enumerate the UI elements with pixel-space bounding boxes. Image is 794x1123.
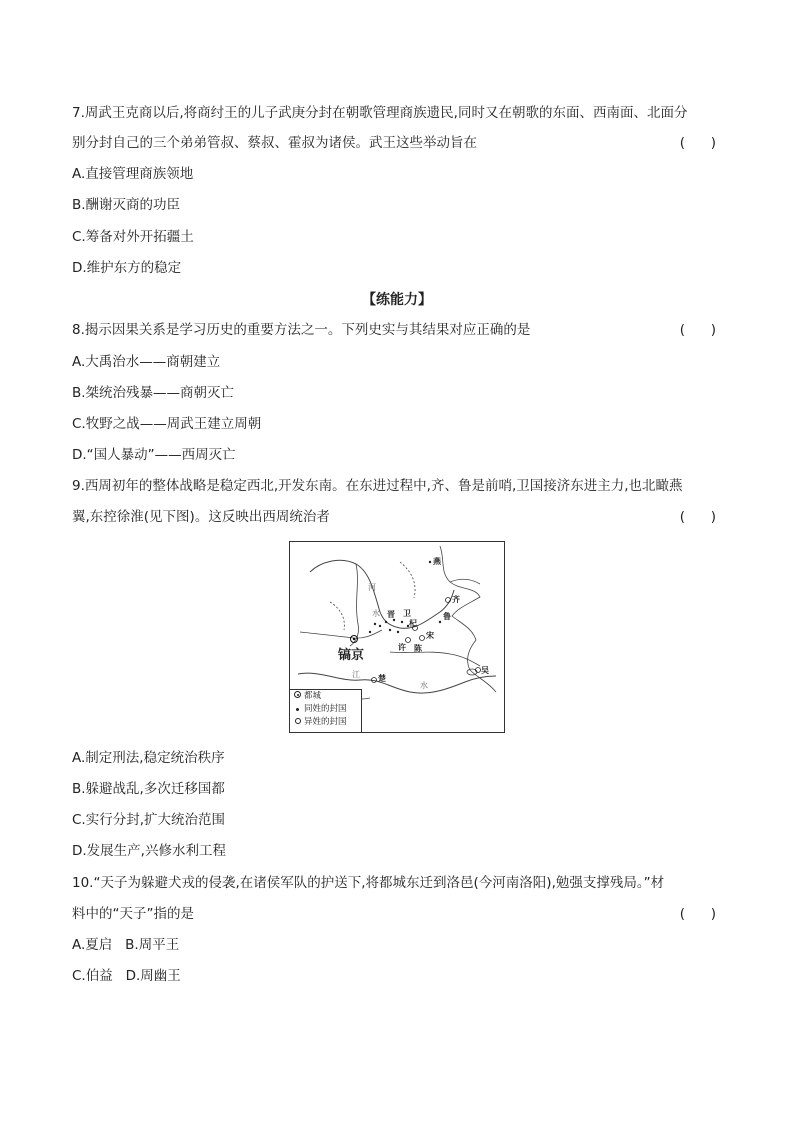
q10-options-row2[interactable]: C.伯益 D.周幽王 — [72, 968, 181, 984]
q7-option-a[interactable]: A.直接管理商族领地 — [72, 166, 194, 182]
map-legend — [290, 689, 362, 732]
huai-river — [390, 652, 480, 666]
q7-option-d[interactable]: D.维护东方的稳定 — [72, 260, 182, 276]
q7-stem-line2: 别分封自己的三个弟弟管叔、蔡叔、霍叔为诸侯。武王这些举动旨在 — [72, 135, 477, 151]
capital-symbol-icon — [294, 691, 301, 698]
q7-option-c[interactable]: C.筹备对外开拓疆土 — [72, 229, 194, 245]
q10-stem-line2: 料中的“天子”指的是 — [72, 906, 194, 922]
q9-option-d[interactable]: D.发展生产,兴修水利工程 — [72, 843, 226, 859]
map-label-river-shui: 水 — [372, 609, 380, 618]
map-label-qi: 齐 — [452, 595, 460, 604]
map-label-lu: 鲁 — [443, 612, 451, 621]
q8-option-c[interactable]: C.牧野之战——周武王建立周朝 — [72, 416, 262, 432]
q8-option-b[interactable]: B.桀统治残暴——商朝灭亡 — [72, 385, 235, 401]
legend-same-surname-label: 同姓的封国 — [304, 704, 347, 714]
q9-answer-paren[interactable]: ( ) — [679, 509, 716, 525]
western-zhou-map — [289, 541, 505, 733]
fief-dot-jin — [385, 621, 387, 623]
fief-dot-lu — [439, 621, 441, 623]
q9-stem-line1: 9.西周初年的整体战略是稳定西北,开发东南。在东进过程中,齐、鲁是前哨,卫国接济东进主力,也北瞰燕 — [72, 478, 683, 494]
q7-answer-paren[interactable]: ( ) — [679, 135, 716, 151]
fief-dot-5 — [389, 629, 391, 631]
map-label-chu: 楚 — [378, 674, 386, 683]
q9-option-b[interactable]: B.躲避战乱,多次迁移国都 — [72, 781, 225, 797]
section-title: 【练能力】 — [362, 292, 432, 308]
map-label-wei: 卫 — [403, 609, 411, 618]
q9-option-a[interactable]: A.制定刑法,稳定统治秩序 — [72, 750, 225, 766]
legend-capital-label: 都城 — [304, 691, 322, 701]
fief-dot-yan — [429, 561, 431, 563]
q10-stem-line1: 10.“天子为躲避犬戎的侵袭,在诸侯军队的护送下,将都城东迁到洛邑(今河南洛阳),勉强支撑残局。”材 — [72, 875, 665, 891]
map-label-river-jiang: 江 — [352, 670, 360, 679]
map-label-song: 宋 — [426, 631, 434, 640]
q8-answer-paren[interactable]: ( ) — [679, 322, 716, 338]
legend-capital — [290, 690, 361, 703]
q9-option-c[interactable]: C.实行分封,扩大统治范围 — [72, 812, 226, 828]
q8-stem-line1: 8.揭示因果关系是学习历史的重要方法之一。下列史实与其结果对应正确的是 — [72, 322, 531, 338]
map-label-jin: 晋 — [387, 610, 395, 619]
border-line — [400, 562, 415, 598]
fief-ring-song — [420, 636, 425, 641]
legend-same-surname — [290, 703, 361, 716]
map-label-river-he: 河 — [368, 583, 376, 592]
q8-option-a[interactable]: A.大禹治水——商朝建立 — [72, 354, 221, 370]
fief-dot-2 — [379, 625, 381, 627]
dot-symbol-icon — [296, 708, 299, 711]
fief-dot-6 — [397, 631, 399, 633]
fief-dot-wei — [401, 621, 403, 623]
q10-answer-paren[interactable]: ( ) — [679, 906, 716, 922]
map-label-haojing: 镐京 — [338, 648, 365, 663]
fief-ring-xu — [406, 638, 411, 643]
map-label-yan: 燕 — [433, 557, 441, 566]
q9-stem-line2: 翼,东控徐淮(见下图)。这反映出西周统治者 — [72, 509, 330, 525]
fief-dot-1 — [374, 623, 376, 625]
yellow-river — [310, 560, 454, 628]
map-label-wu: 吴 — [481, 666, 489, 675]
q8-option-d[interactable]: D.“国人暴动”——西周灭亡 — [72, 447, 236, 463]
legend-diff-surname — [290, 716, 361, 729]
legend-diff-surname-label: 异姓的封国 — [304, 717, 347, 727]
capital-center — [353, 638, 355, 640]
map-label-xu: 许 — [398, 643, 406, 652]
peninsula-edge — [450, 579, 480, 584]
map-label-chen: 陈 — [414, 644, 422, 653]
fief-dot-7 — [369, 631, 371, 633]
yellow-river-west-branch — [350, 564, 359, 646]
map-label-qi2: 杞 — [409, 619, 417, 628]
border-line-2 — [330, 602, 344, 630]
q10-options-row1[interactable]: A.夏启 B.周平王 — [72, 937, 180, 953]
ring-symbol-icon — [295, 718, 301, 724]
q7-stem-line1: 7.周武王克商以后,将商纣王的儿子武庚分封在朝歌管理商族遗民,同时又在朝歌的东面、西南面、北面分 — [72, 105, 688, 121]
map-label-river-shui2: 水 — [420, 681, 428, 690]
q7-option-b[interactable]: B.酬谢灭商的功臣 — [72, 197, 181, 213]
